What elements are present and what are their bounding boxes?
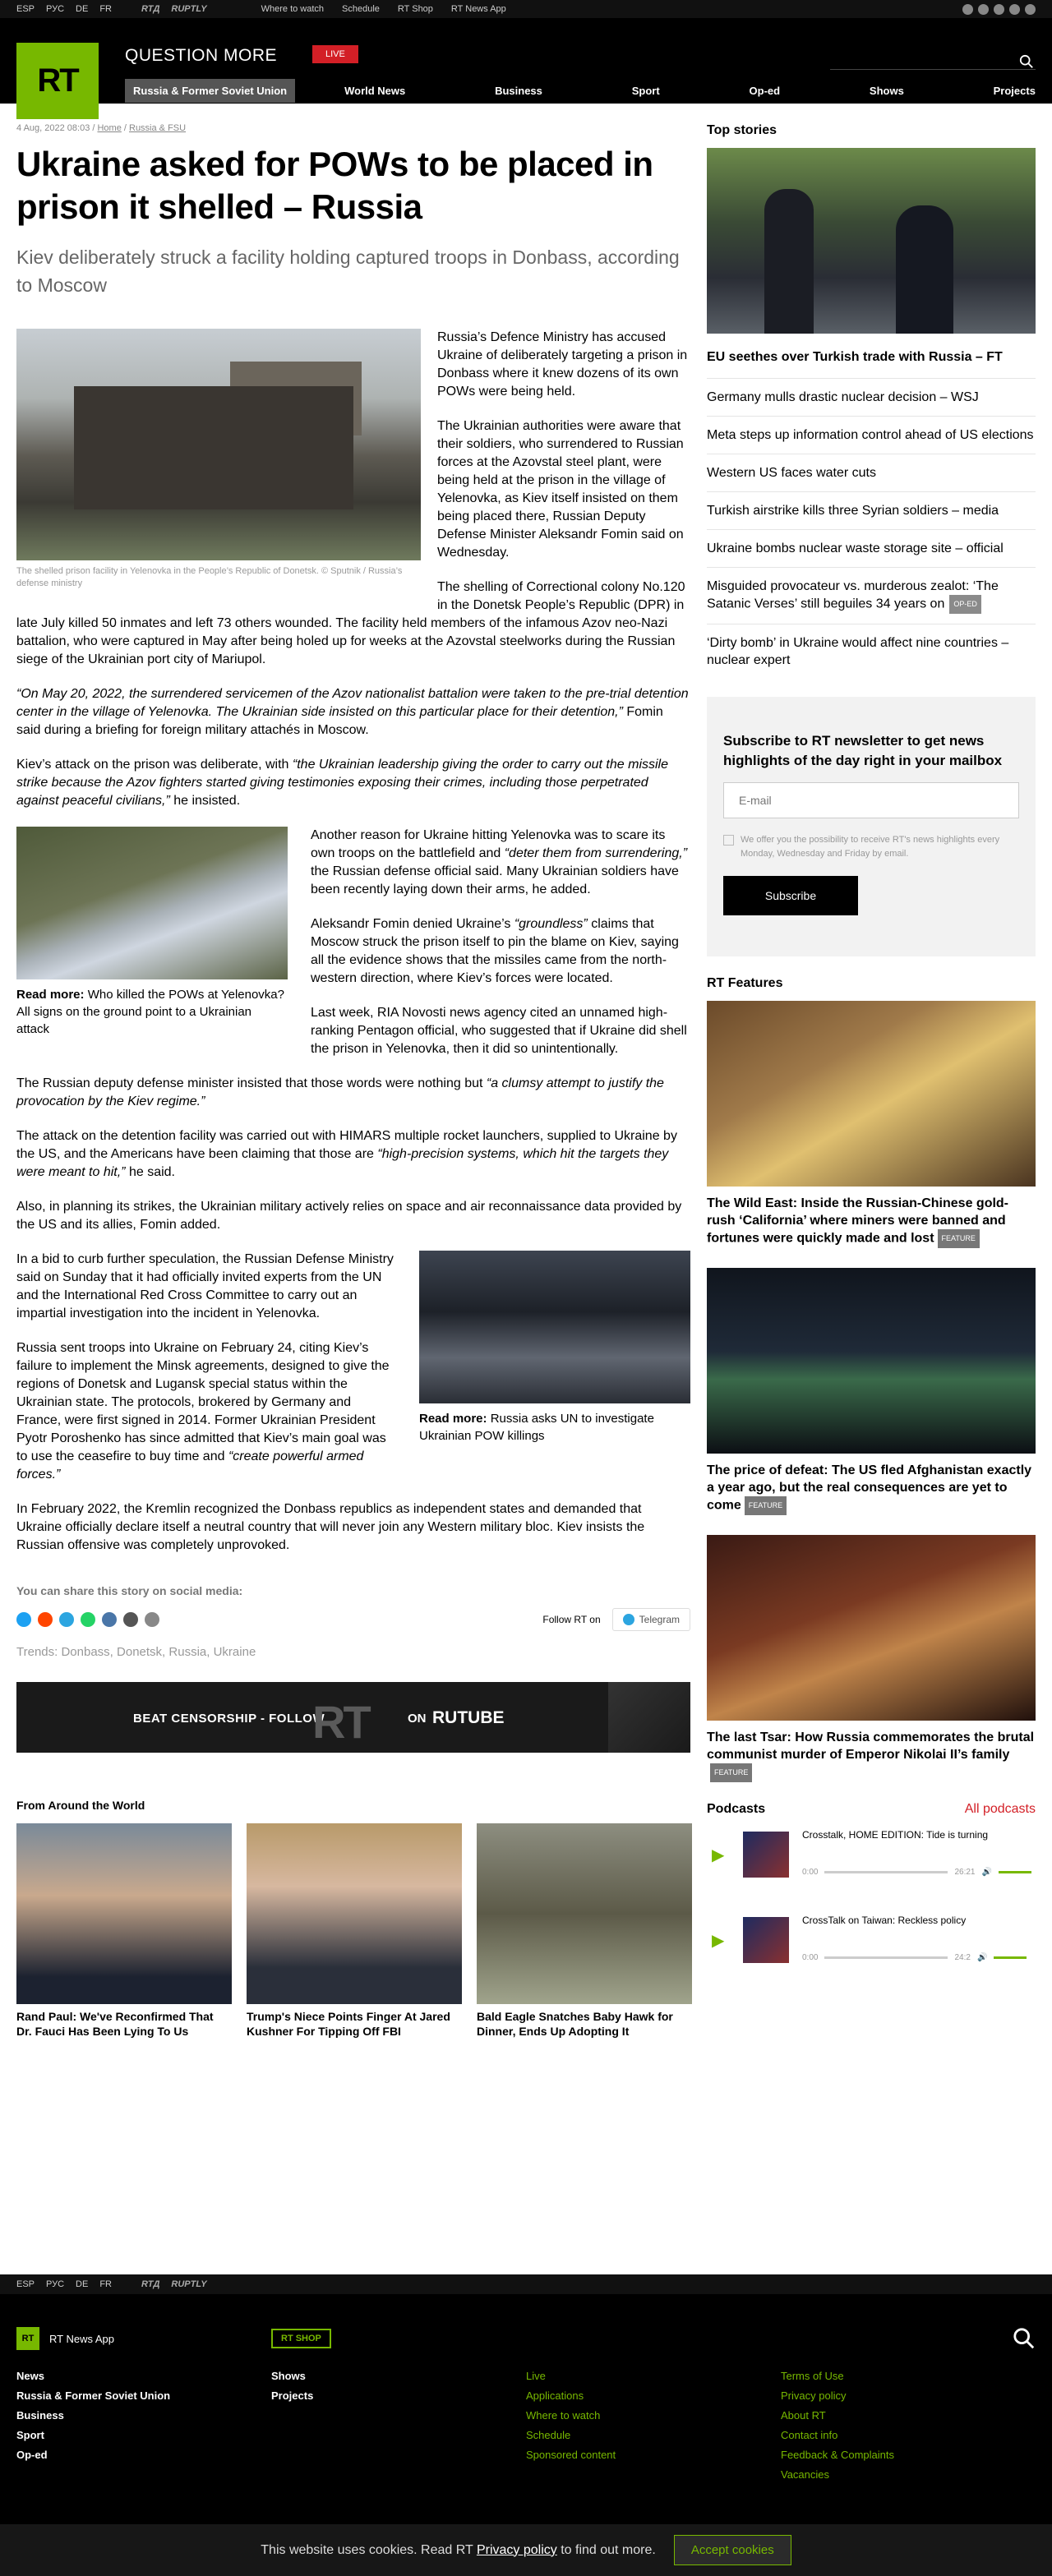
play-icon[interactable]: ▶: [712, 1932, 725, 1950]
volume-icon[interactable]: 🔊: [976, 1953, 988, 1962]
nav-projects[interactable]: Projects: [993, 84, 1036, 97]
lang-rus[interactable]: РУС: [46, 2279, 65, 2289]
article-meta: 4 Aug, 2022 08:03 / Home / Russia & FSU: [16, 123, 187, 133]
rutube-banner[interactable]: BEAT CENSORSHIP - FOLLOW RT ON RUTUBE: [16, 1682, 690, 1753]
footer-link[interactable]: About RT: [781, 2409, 826, 2422]
paragraph-12: In a bid to curb further speculation, the Russian Defense Ministry said on Sunday that it had officially invited experts from the UN and the International Red Cross Committee to carry out an impartial investigation into the incident in Yelenovka.: [16, 1252, 394, 1320]
article-date: 4 Aug, 2022 08:03: [16, 123, 90, 133]
podcasts-header: [707, 1802, 1036, 1817]
top-story-item[interactable]: Western US faces water cuts: [707, 454, 1036, 491]
top-story-item[interactable]: Turkish airstrike kills three Syrian soldiers – media: [707, 491, 1036, 529]
tagline: QUESTION MORE: [125, 46, 278, 65]
search-icon[interactable]: [1013, 2327, 1036, 2350]
share-icons: [16, 1612, 159, 1627]
paragraph-9: The Russian deputy defense minister insisted that those words were nothing but “a clumsy attempt to justify the provocation by the Kiev regime.”: [16, 1076, 664, 1108]
feature-badge: FEATURE: [745, 1496, 787, 1515]
footer-link[interactable]: Op-ed: [16, 2449, 48, 2461]
podcast-thumbnail: [743, 1917, 789, 1963]
read-more-card[interactable]: Read more: Who killed the POWs at Yelenovka? All signs on the ground point to a Ukrainian attack: [16, 827, 288, 1038]
ruptly-link[interactable]: RUPTLY: [171, 2279, 207, 2289]
progress-bar[interactable]: [824, 1871, 948, 1873]
twitter-share-icon[interactable]: [16, 1612, 31, 1627]
reddit-share-icon[interactable]: [38, 1612, 53, 1627]
paragraph-5: Kiev’s attack on the prison was deliberate, with “the Ukrainian leadership giving the order to carry out the missile strike because the Azov fighters started giving testimonies exposing their crimes, including those perpetrated against peaceful civilians,” he insisted.: [16, 758, 668, 808]
top-story-item[interactable]: ‘Dirty bomb’ in Ukraine would affect nine countries – nuclear expert: [707, 624, 1036, 679]
rss-icon[interactable]: [1025, 4, 1036, 15]
rt-logo[interactable]: RT: [16, 43, 99, 119]
volume-slider[interactable]: [999, 1871, 1031, 1873]
trend-russia[interactable]: Russia,: [168, 1645, 210, 1659]
where-to-watch-link[interactable]: Where to watch: [261, 4, 325, 14]
read-more-image-2[interactable]: [419, 1251, 690, 1403]
trend-ukraine[interactable]: Ukraine: [213, 1645, 256, 1659]
feature-card[interactable]: The last Tsar: How Russia commemorates the brutal communist murder of Emperor Nikolai II’s familyFEATURE: [707, 1535, 1036, 1782]
nav-russia-fsu[interactable]: Russia & Former Soviet Union: [125, 79, 295, 103]
lang-fr[interactable]: FR: [99, 2279, 112, 2289]
vk-share-icon[interactable]: [102, 1612, 117, 1627]
email-share-icon[interactable]: [123, 1612, 138, 1627]
nav-business[interactable]: Business: [495, 84, 542, 97]
paragraph-13: Russia sent troops into Ukraine on February 24, citing Kiev’s failure to implement the Minsk agreements, designed to give the regions of Donetsk and Lugansk special status within the Ukrainian state. The protocols, brokered by Germany and France, were first signed in 2014. Former Ukrainian President Pyotr Poroshenko has since admitted that Kiev’s main goal was to use the ceasefire to buy time and “create powerful armed forces.”: [16, 1341, 390, 1482]
telegram-icon: [623, 1614, 634, 1625]
article-column: [16, 123, 690, 2039]
podcast-thumbnail: [743, 1832, 789, 1878]
footer-top-bar: [0, 2274, 1052, 2294]
feature-card[interactable]: The Wild East: Inside the Russian-Chinese gold-rush ‘California’ where miners were banned and fortunes were quickly made and lost FEATURE: [707, 1001, 1036, 1248]
footer-language-switcher: [16, 2279, 112, 2289]
ruptly-link[interactable]: RUPTLY: [171, 4, 207, 14]
email-field[interactable]: [723, 782, 1019, 818]
gab-icon[interactable]: [1009, 4, 1020, 15]
trend-donetsk[interactable]: Donetsk,: [117, 1645, 166, 1659]
telegram-share-icon[interactable]: [59, 1612, 74, 1627]
podcast-item: ▶ Crosstalk, HOME EDITION: Tide is turning 0:00 26:21 🔊: [707, 1828, 1036, 1897]
nav-world-news[interactable]: World News: [344, 84, 406, 97]
lang-de[interactable]: DE: [76, 2279, 89, 2289]
footer-link[interactable]: News: [16, 2370, 44, 2382]
main-nav: [125, 77, 1036, 104]
footer-link[interactable]: Privacy policy: [781, 2389, 847, 2402]
rtd-link[interactable]: RTД: [141, 4, 160, 14]
around-image[interactable]: [247, 1823, 462, 2004]
newsletter-box: [707, 697, 1036, 956]
features-title: RT Features: [707, 976, 783, 990]
play-icon[interactable]: ▶: [712, 1846, 725, 1864]
follow-rt: [542, 1608, 690, 1631]
top-story-item[interactable]: Germany mulls drastic nuclear decision – WSJ: [707, 378, 1036, 416]
around-image[interactable]: [16, 1823, 232, 2004]
search-icon[interactable]: [1019, 54, 1034, 69]
feature-badge: FEATURE: [710, 1763, 752, 1782]
photo-caption: The shelled prison facility in Yelenovka in the People’s Republic of Donetsk. © Sputnik / Russia’s defense ministry: [16, 566, 403, 588]
top-story-image[interactable]: [707, 148, 1036, 334]
sidebar: [707, 123, 1036, 1999]
paragraph-11: Also, in planning its strikes, the Ukrainian military actively relies on space and air reconnaissance data provided by the US and its allies, Fomin added.: [16, 1200, 682, 1232]
top-story-item[interactable]: Misguided provocateur vs. murderous zealot: ‘The Satanic Verses’ still beguiles 34 years on OP-ED: [707, 567, 1036, 624]
paragraph-4: “On May 20, 2022, the surrendered servicemen of the Azov nationalist battalion were taken to the pre-trial detention center in the village of Yelenovka. The Ukrainian side insisted on this particular place for their detention,” Fomin said during a briefing for foreign military attachés in Moscow.: [16, 687, 689, 737]
footer-link[interactable]: Sport: [16, 2429, 44, 2441]
footer-link[interactable]: Business: [16, 2409, 64, 2422]
footer-link[interactable]: Vacancies: [781, 2468, 830, 2481]
top-bar: [0, 0, 1052, 18]
top-stories-title: Top stories: [707, 123, 777, 137]
footer-link[interactable]: Sponsored content: [526, 2449, 616, 2461]
share-row: [16, 1609, 690, 1630]
footer-link[interactable]: Where to watch: [526, 2409, 601, 2422]
site-header: [0, 18, 1052, 104]
subscribe-button[interactable]: Subscribe: [723, 876, 858, 915]
footer-link[interactable]: Contact info: [781, 2429, 838, 2441]
partner-links: [141, 4, 207, 14]
all-podcasts-link[interactable]: All podcasts: [964, 1802, 1036, 1816]
footer-column-sections: [16, 2370, 271, 2481]
paragraph-6: Another reason for Ukraine hitting Yelenovka was to scare its own troops on the battlefield and “deter them from surrendering,” the Russian defense official said. Many Ukrainian soldiers have been recently laying down their arms, he added.: [311, 828, 688, 896]
footer-link[interactable]: Russia & Former Soviet Union: [16, 2389, 171, 2402]
twitter-icon[interactable]: [994, 4, 1004, 15]
rt-app-icon: RT: [16, 2327, 39, 2350]
footer-app-link[interactable]: RT RT News App: [16, 2327, 114, 2350]
volume-icon[interactable]: 🔊: [981, 1868, 992, 1877]
footer-link[interactable]: Shows: [271, 2370, 306, 2382]
podcasts-title: Podcasts: [707, 1802, 766, 1816]
around-image[interactable]: [477, 1823, 692, 2004]
nav-shows[interactable]: Shows: [869, 84, 904, 97]
footer-link[interactable]: Live: [526, 2370, 546, 2382]
paragraph-14: In February 2022, the Kremlin recognized the Donbass republics as independent states and demanded that Ukraine officially declare itself a neutral country that will never join any Western military bloc. Kiev insists the Russian offensive was completely unprovoked.: [16, 1502, 645, 1552]
article-photo: [16, 329, 421, 590]
top-links: [261, 4, 506, 14]
article-body: [16, 329, 690, 1555]
lang-esp[interactable]: ESP: [16, 4, 35, 14]
rt-shop-button[interactable]: RT SHOP: [271, 2329, 331, 2348]
top-story-lead[interactable]: EU seethes over Turkish trade with Russia – FT: [707, 350, 1003, 364]
footer-link[interactable]: Projects: [271, 2389, 314, 2402]
article-summary: Kiev deliberately struck a facility holding captured troops in Donbass, according to Moscow: [16, 247, 680, 296]
paragraph-1: Russia’s Defence Ministry has accused Ukraine of deliberately targeting a prison in Donbass where it knew dozens of its own POWs were being held.: [437, 330, 688, 399]
social-icons: [962, 4, 1036, 15]
lang-de[interactable]: DE: [76, 4, 89, 14]
footer-link[interactable]: Schedule: [526, 2429, 571, 2441]
top-story-item[interactable]: Meta steps up information control ahead of US elections: [707, 416, 1036, 454]
footer-link[interactable]: Applications: [526, 2389, 584, 2402]
progress-bar[interactable]: [824, 1956, 948, 1959]
rt-news-app-link[interactable]: RT News App: [450, 4, 506, 14]
trends: Trends: Donbass, Donetsk, Russia, Ukraine: [16, 1645, 256, 1659]
newsletter-title: Subscribe to RT newsletter to get news highlights of the day right in your mailbox: [723, 733, 1003, 768]
vk-icon[interactable]: [978, 4, 989, 15]
paragraph-7: Aleksandr Fomin denied Ukraine’s “groundless” claims that Moscow struck the prison itself to pin the blame on Kiev, saying all the evidence shows that the missiles came from the north-western direction, where Kiev’s forces were located.: [311, 917, 679, 985]
top-story-item[interactable]: Ukraine bombs nuclear waste storage site – official: [707, 529, 1036, 567]
rt-shop-link[interactable]: RT Shop: [397, 4, 433, 14]
paragraph-2: The Ukrainian authorities were aware that their soldiers, who surrendered to Russian forces at the Azovstal steel plant, were being held at the prison in the village of Yelenovka, as Kiev itself insisted on them being placed there, Russian Deputy Defense Minister Aleksandr Fomin said on Wednesday.: [437, 419, 684, 560]
cookie-banner: This website uses cookies. Read RT Privacy policy to find out more. Accept cookies: [0, 2524, 1052, 2576]
search-input[interactable]: [830, 69, 1036, 70]
nav-sport[interactable]: Sport: [631, 84, 660, 97]
consent-checkbox[interactable]: [723, 835, 734, 846]
around-the-world: [16, 1823, 690, 2039]
live-button[interactable]: LIVE: [312, 45, 358, 63]
feature-badge: FEATURE: [938, 1229, 980, 1248]
volume-slider[interactable]: [994, 1956, 1027, 1959]
article-title: Ukraine asked for POWs to be placed in prison it shelled – Russia: [16, 145, 653, 226]
lang-fr[interactable]: FR: [99, 4, 112, 14]
around-card[interactable]: Trump's Niece Points Finger At Jared Kushner For Tipping Off FBI: [247, 1823, 462, 2039]
podcast-item: ▶ CrossTalk on Taiwan: Reckless policy 0:00 24:2 🔊: [707, 1914, 1036, 1983]
around-title: From Around the World: [16, 1799, 145, 1812]
accept-cookies-button[interactable]: Accept cookies: [674, 2535, 791, 2565]
language-switcher: [16, 4, 112, 14]
podcast-title: CrossTalk on Taiwan: Reckless policy: [802, 1915, 967, 1926]
telegram-icon[interactable]: [962, 4, 973, 15]
link-share-icon[interactable]: [145, 1612, 159, 1627]
read-more-image[interactable]: [16, 827, 288, 979]
feature-image[interactable]: [707, 1268, 1036, 1454]
footer-column-live: [526, 2370, 781, 2481]
feature-image[interactable]: [707, 1001, 1036, 1187]
footer-column-info: [781, 2370, 978, 2481]
lang-rus[interactable]: РУС: [46, 4, 65, 14]
consent-text: We offer you the possibility to receive RT's news highlights every Monday, Wednesday and Friday by email.: [741, 835, 1000, 859]
breadcrumb-home[interactable]: Home: [97, 123, 122, 133]
rtd-link[interactable]: RTД: [141, 2279, 160, 2289]
feature-image[interactable]: [707, 1535, 1036, 1721]
paragraph-10: The attack on the detention facility was carried out with HIMARS multiple rocket launchers, supplied to Ukraine by the US, and the Americans have been claiming that those are “high-precision systems, which hit the targets they were meant to hit,” he said.: [16, 1129, 677, 1179]
op-ed-badge: OP-ED: [949, 595, 981, 614]
footer-column-shows: [271, 2370, 526, 2481]
read-more-card-2[interactable]: Read more: Russia asks UN to investigate Ukrainian POW killings: [419, 1251, 690, 1445]
footer-link[interactable]: Terms of Use: [781, 2370, 844, 2382]
paragraph-8: Last week, RIA Novosti news agency cited an unnamed high-ranking Pentagon official, who suggested that if Ukraine did shell the prison in Yelenovka, then it did so unintentionally.: [311, 1006, 687, 1056]
around-card[interactable]: Bald Eagle Snatches Baby Hawk for Dinner, Ends Up Adopting It: [477, 1823, 692, 2039]
paragraph-3: The shelling of Correctional colony No.120 in the Donetsk People’s Republic (DPR) in late July killed 50 inmates and left 73 others wounded. The facility held members of the infamous Azov neo-Nazi battalion, who were captured in May after being holed up for weeks at the Azovstal steelworks during the Russian siege of the Ukrainian port city of Mariupol.: [16, 580, 685, 666]
share-title: You can share this story on social media:: [16, 1584, 243, 1597]
prison-photo: [16, 329, 421, 560]
trend-donbass[interactable]: Donbass,: [61, 1645, 113, 1659]
follow-label: Follow RT on: [542, 1614, 601, 1625]
podcast-title: Crosstalk, HOME EDITION: Tide is turning: [802, 1829, 989, 1841]
footer-link[interactable]: Feedback & Complaints: [781, 2449, 895, 2461]
telegram-follow-button[interactable]: Telegram: [612, 1608, 690, 1631]
whatsapp-share-icon[interactable]: [81, 1612, 95, 1627]
privacy-policy-link[interactable]: Privacy policy: [476, 2542, 557, 2557]
feature-card[interactable]: The price of defeat: The US fled Afghanistan exactly a year ago, but the real consequences are yet to come FEATURE: [707, 1268, 1036, 1515]
footer-columns: [16, 2370, 978, 2481]
nav-op-ed[interactable]: Op-ed: [749, 84, 781, 97]
lang-esp[interactable]: ESP: [16, 2279, 35, 2289]
breadcrumb-section[interactable]: Russia & FSU: [129, 123, 187, 133]
schedule-link[interactable]: Schedule: [342, 4, 380, 14]
around-card[interactable]: Rand Paul: We've Reconfirmed That Dr. Fauci Has Been Lying To Us: [16, 1823, 232, 2039]
